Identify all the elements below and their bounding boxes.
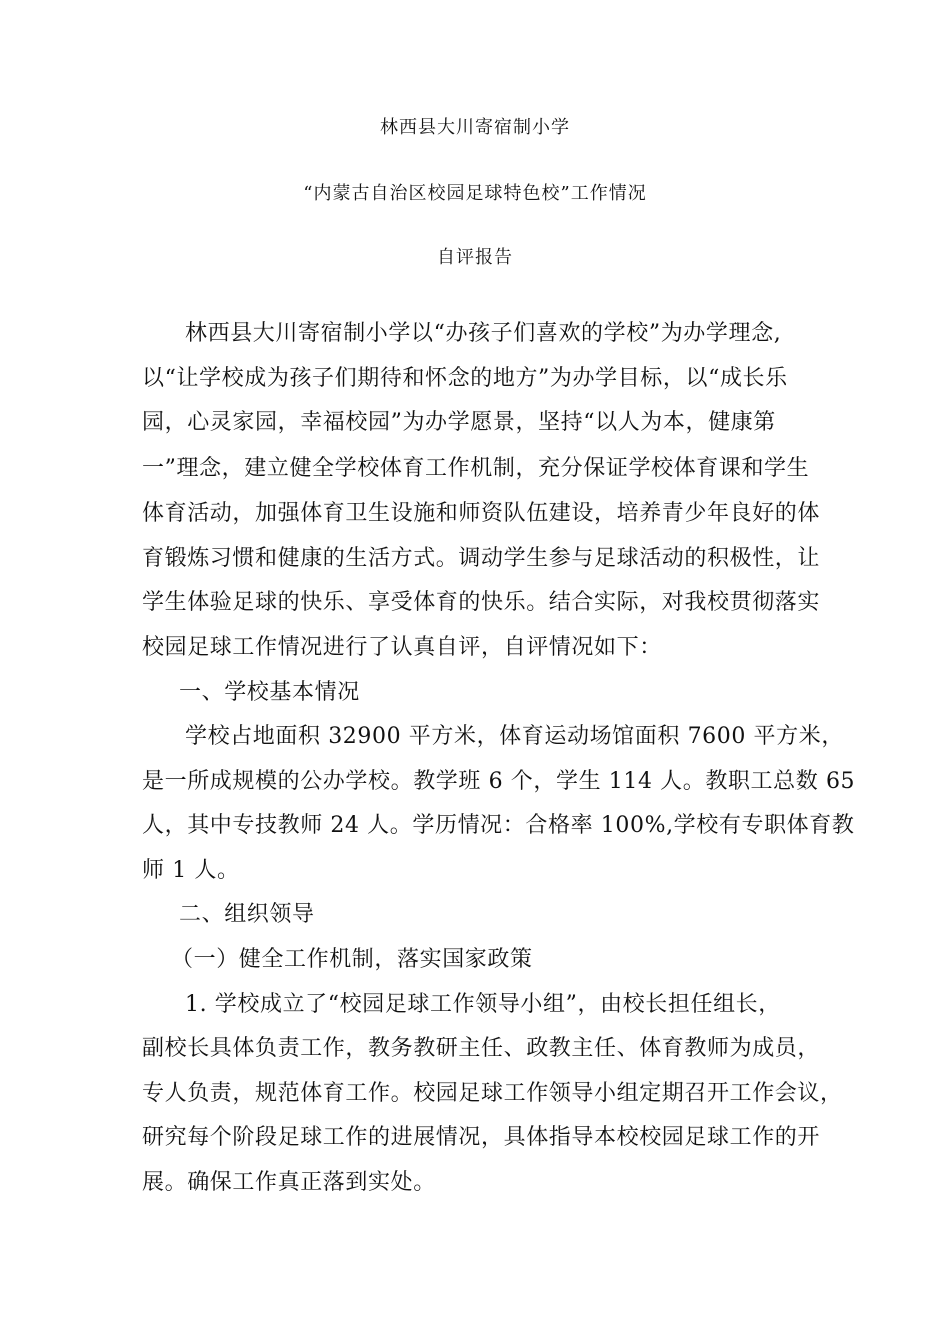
section2-line-2: 副校长具体负责工作，教务教研主任、政教主任、体育教师为成员， <box>142 1036 821 1061</box>
section2-line-5: 展。确保工作真正落到实处。 <box>142 1170 436 1195</box>
section1-line-2: 是一所成规模的公办学校。教学班 6 个，学生 114 人。教职工总数 65 <box>142 769 856 794</box>
section1-line-4: 师 1 人。 <box>142 858 240 883</box>
title-line-1: 林西县大川寄宿制小学 <box>380 117 570 138</box>
intro-line-1: 林西县大川寄宿制小学以“办孩子们喜欢的学校”为办学理念, <box>185 321 782 346</box>
section1-line-3: 人，其中专技教师 24 人。学历情况：合格率 100%,学校有专职体育教 <box>142 813 855 838</box>
intro-line-6: 育锻炼习惯和健康的生活方式。调动学生参与足球活动的积极性，让 <box>142 546 821 571</box>
title-line-3: 自评报告 <box>437 247 513 268</box>
intro-line-3: 园，心灵家园，幸福校园”为办学愿景，坚持“以人为本，健康第 <box>142 410 776 435</box>
section2-line-3: 专人负责，规范体育工作。校园足球工作领导小组定期召开工作会议， <box>142 1081 843 1106</box>
section1-line-1: 学校占地面积 32900 平方米，体育运动场馆面积 7600 平方米， <box>185 724 844 749</box>
intro-line-5: 体育活动，加强体育卫生设施和师资队伍建设，培养青少年良好的体 <box>142 501 821 526</box>
section2-line-4: 研究每个阶段足球工作的进展情况，具体指导本校校园足球工作的开 <box>142 1125 821 1150</box>
intro-line-7: 学生体验足球的快乐、享受体育的快乐。结合实际，对我校贯彻落实 <box>142 590 821 615</box>
intro-line-8: 校园足球工作情况进行了认真自评，自评情况如下： <box>142 635 662 660</box>
section2-heading: 二、组织领导 <box>179 902 315 927</box>
title-line-2: “内蒙古自治区校园足球特色校”工作情况 <box>303 183 647 204</box>
section2-subheading: （一）健全工作机制，落实国家政策 <box>171 947 533 972</box>
section2-line-1: 1. 学校成立了“校园足球工作领导小组”，由校长担任组长， <box>185 992 781 1017</box>
section1-heading: 一、学校基本情况 <box>179 680 360 705</box>
intro-line-4: 一”理念，建立健全学校体育工作机制，充分保证学校体育课和学生 <box>142 456 810 481</box>
intro-line-2: 以“让学校成为孩子们期待和怀念的地方”为办学目标，以“成长乐 <box>142 366 788 391</box>
